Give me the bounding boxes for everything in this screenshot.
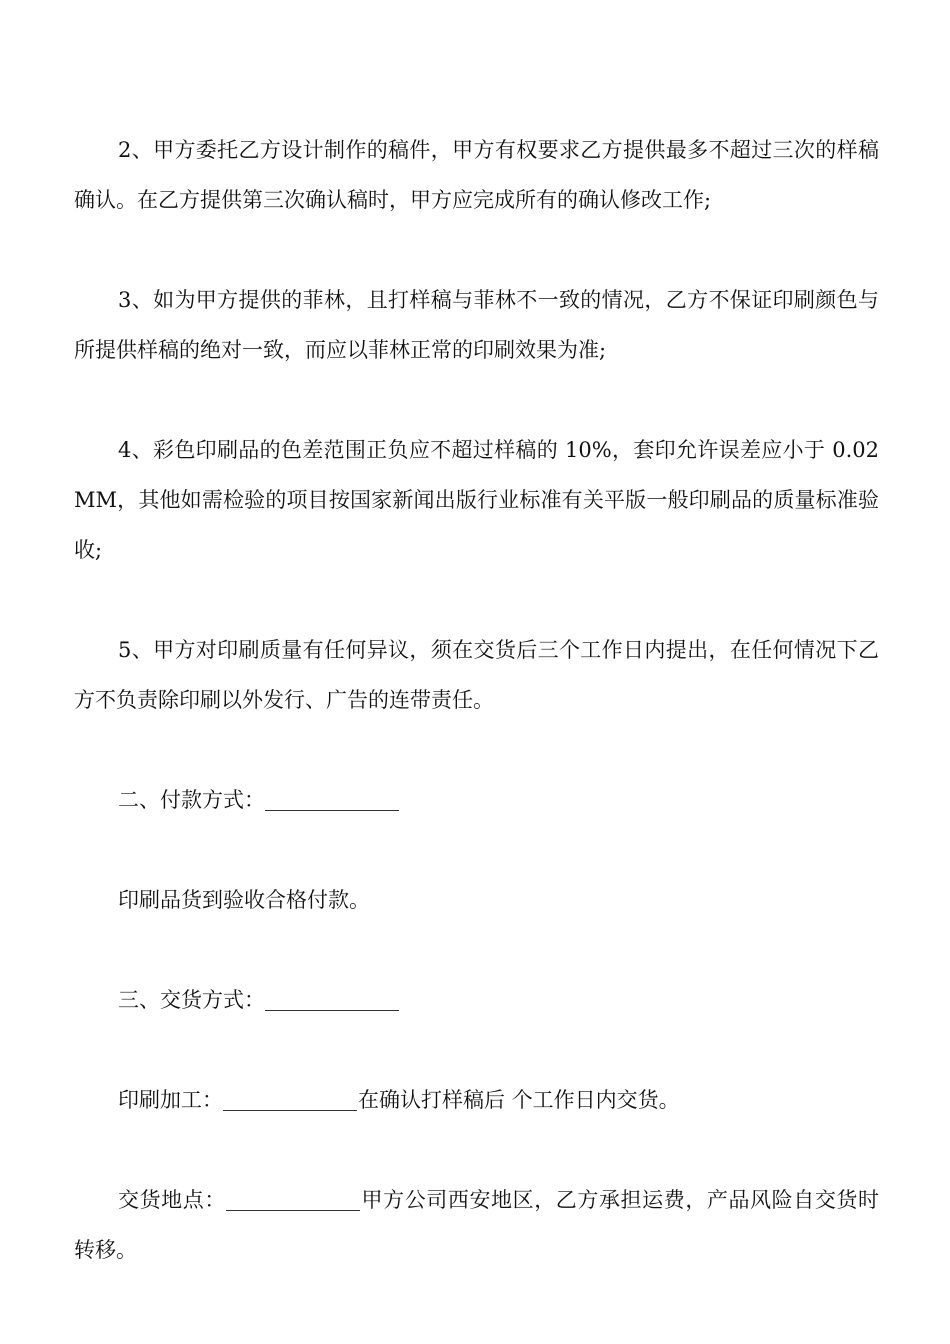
payment-method-blank xyxy=(265,788,399,811)
printing-clause xyxy=(74,1075,879,1125)
printing-text: 在确认打样稿后 个工作日内交货。 xyxy=(358,1088,680,1112)
printing-blank xyxy=(223,1088,357,1111)
clause-2: 2、甲方委托乙方设计制作的稿件，甲方有权要求乙方提供最多不超过三次的样稿确认。在乙方提供第三次确认稿时，甲方应完成所有的确认修改工作; xyxy=(74,138,879,212)
location-label: 交货地点： xyxy=(118,1188,226,1212)
clause-3: 3、如为甲方提供的菲林，且打样稿与菲林不一致的情况，乙方不保证印刷颜色与所提供样稿的绝对一致，而应以菲林正常的印刷效果为准; xyxy=(74,288,879,362)
printing-label: 印刷加工： xyxy=(118,1088,223,1112)
payment-heading xyxy=(74,775,879,825)
clause-5: 5、甲方对印刷质量有任何异议，须在交货后三个工作日内提出，在任何情况下乙方不负责除印刷以外发行、广告的连带责任。 xyxy=(74,638,879,712)
clause-4: 4、彩色印刷品的色差范围正负应不超过样稿的 10%，套印允许误差应小于 0.02MM，其他如需检验的项目按国家新闻出版行业标准有关平版一般印刷品的质量标准验收; xyxy=(74,438,879,562)
payment-heading-text: 二、付款方式： xyxy=(118,788,265,812)
delivery-heading xyxy=(74,975,879,1025)
location-blank xyxy=(226,1188,360,1211)
delivery-heading-text: 三、交货方式： xyxy=(118,988,265,1012)
location-clause xyxy=(74,1175,879,1275)
delivery-method-blank xyxy=(265,988,399,1011)
location-text: 甲方公司西安地区，乙方承担运费，产品风险自交货时转移。 xyxy=(74,1188,880,1262)
payment-text: 印刷品货到验收合格付款。 xyxy=(118,888,370,912)
